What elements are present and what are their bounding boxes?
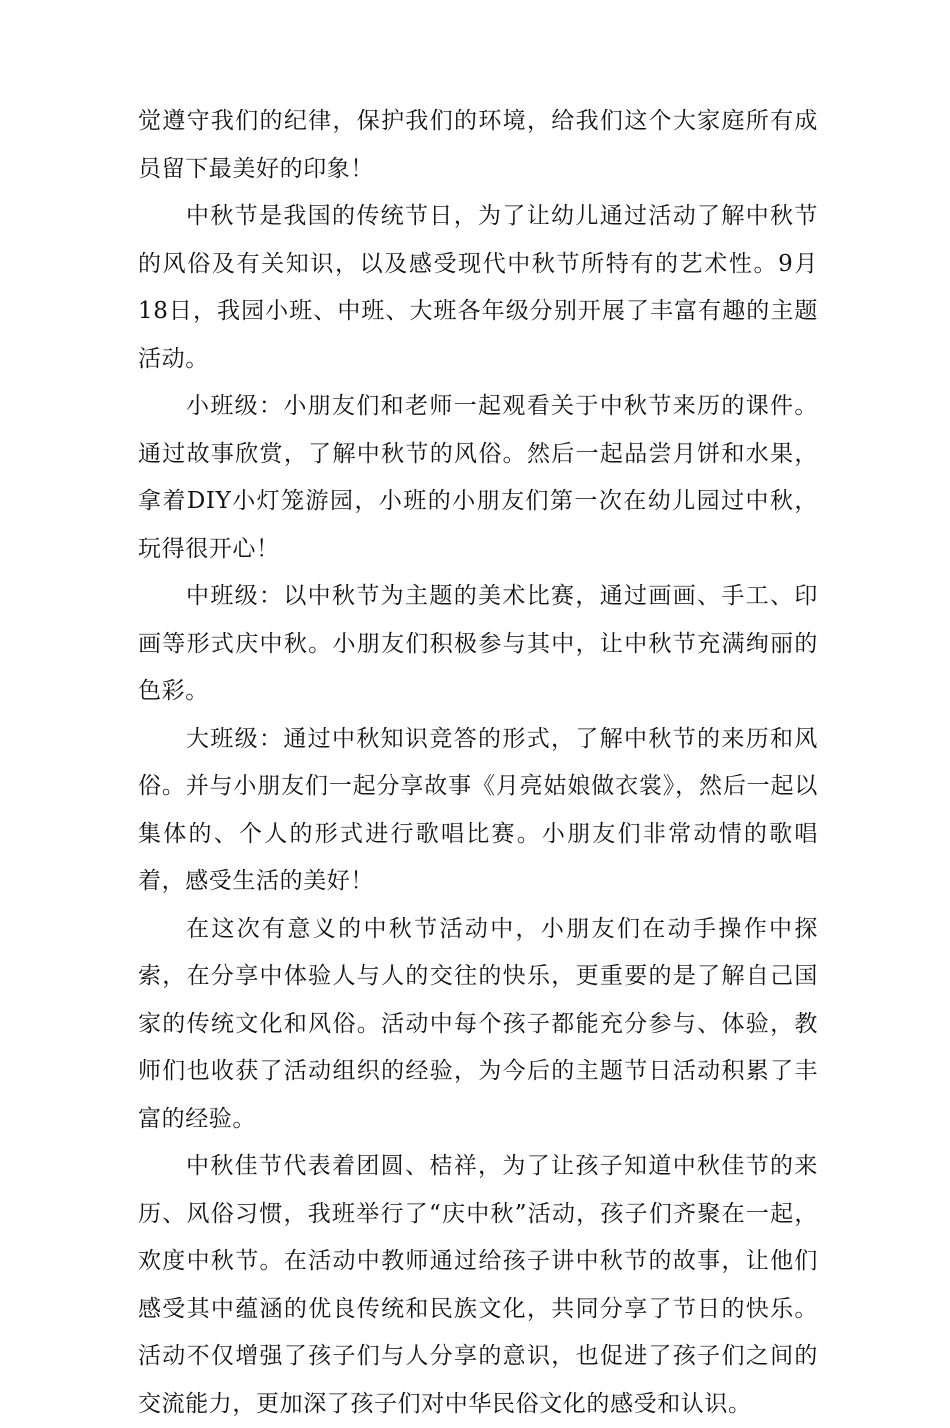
paragraph-continuation: 觉遵守我们的纪律，保护我们的环境，给我们这个大家庭所有成员留下最美好的印象！ bbox=[138, 108, 818, 182]
paragraph-class-activity: 中秋佳节代表着团圆、桔祥，为了让孩子知道中秋佳节的来历、风俗习惯，我班举行了“庆中秋”活动，孩子们齐聚在一起，欢度中秋节。在活动中教师通过给孩子讲中秋节的故事，让他们感受其中蕴涵的优良传统和民族文化，共同分享了节日的快乐。活动不仅增强了孩子们与人分享的意识，也促进了孩子们之间的交流能力，更加深了孩子们对中华民俗文化的感受和认识。 bbox=[138, 1153, 818, 1417]
paragraph-big-class: 大班级：通过中秋知识竞答的形式，了解中秋节的来历和风俗。并与小朋友们一起分享故事《月亮姑娘做衣裳》，然后一起以集体的、个人的形式进行歌唱比赛。小朋友们非常动情的歌唱着，感受生活的美好！ bbox=[138, 725, 818, 894]
paragraph-middle-class: 中班级：以中秋节为主题的美术比赛，通过画画、手工、印画等形式庆中秋。小朋友们积极参与其中，让中秋节充满绚丽的色彩。 bbox=[138, 583, 818, 704]
paragraph-summary: 在这次有意义的中秋节活动中，小朋友们在动手操作中探索，在分享中体验人与人的交往的快乐，更重要的是了解自己国家的传统文化和风俗。活动中每个孩子都能充分参与、体验，教师们也收获了活动组织的经验，为今后的主题节日活动积累了丰富的经验。 bbox=[138, 915, 818, 1132]
paragraph-small-class: 小班级：小朋友们和老师一起观看关于中秋节来历的课件。通过故事欣赏，了解中秋节的风俗。然后一起品尝月饼和水果，拿着DIY小灯笼游园，小班的小朋友们第一次在幼儿园过中秋，玩得很开心！ bbox=[138, 393, 818, 562]
document-body bbox=[138, 98, 818, 1428]
paragraph-intro: 中秋节是我国的传统节日，为了让幼儿通过活动了解中秋节的风俗及有关知识，以及感受现代中秋节所特有的艺术性。9月18日，我园小班、中班、大班各年级分别开展了丰富有趣的主题活动。 bbox=[138, 203, 818, 372]
